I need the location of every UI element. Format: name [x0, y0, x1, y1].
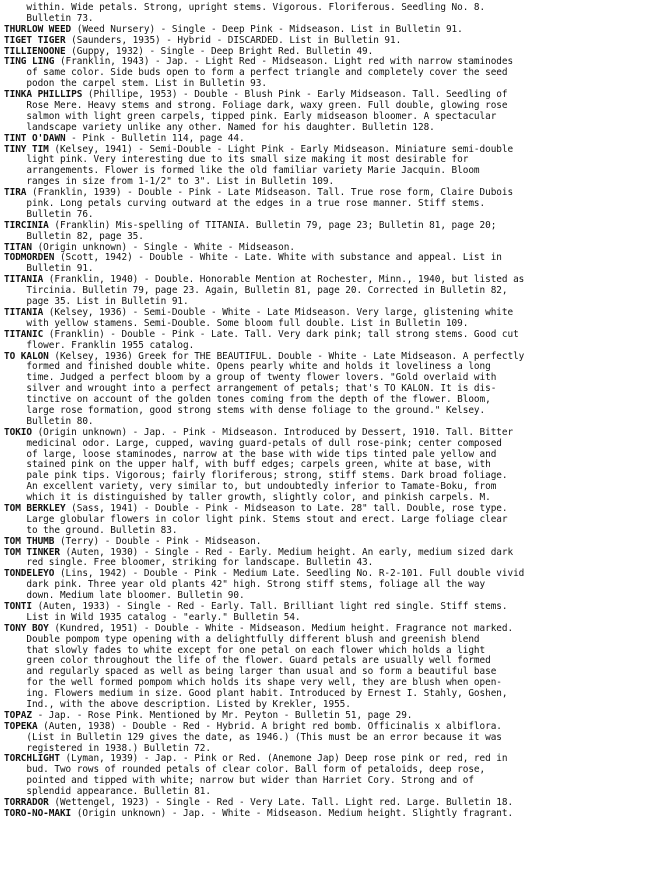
entry-line	[4, 253, 650, 264]
entry-text: time. Judged a perfect bloom by a group of twenty flower lovers. "Gold overlaid with	[26, 372, 497, 384]
entry-text: ing. Flowers medium in size. Good plant habit. Introduced by Ernest I. Stahly, Goshen,	[26, 688, 508, 700]
variety-name: TODMORDEN	[4, 252, 55, 264]
entry-text: green color throughout the life of the flower. Guard petals are usually well formed	[26, 655, 491, 667]
variety-name: TITAN	[4, 241, 32, 253]
entry-text: podon the carpel stem. List in Bulletin 93.	[26, 78, 267, 90]
entry-text: down. Medium late bloomer. Bulletin 90.	[26, 590, 245, 602]
entry-text: - Jap. - Rose Pink. Mentioned by Mr. Peyton - Bulletin 51, page 29.	[31, 709, 413, 721]
entry-text: (Kundred, 1951) - Double - White - Midseason. Medium height. Fragrance not marked.	[48, 622, 514, 634]
entry-text: flower. Franklin 1955 catalog.	[26, 339, 195, 351]
entry-text: registered in 1938.) Bulletin 72.	[26, 742, 212, 754]
entry-text: (Weed Nursery) - Single - Deep Pink - Midseason. List in Bulletin 91.	[71, 23, 463, 35]
variety-name: TOPAZ	[4, 709, 32, 721]
entry-text: arrangements. Flower is formed like the old familiar variety Marie Jacquin. Bloom	[26, 165, 480, 177]
variety-name: TORCHLIGHT	[4, 753, 60, 765]
variety-name: TING LING	[4, 56, 55, 68]
entry-text: Double pompom type opening with a delightfully different blush and greenish blend	[26, 633, 480, 645]
variety-name: TONTI	[4, 600, 32, 612]
entry-text: Bulletin 80.	[26, 415, 94, 427]
peony-entry	[4, 275, 650, 308]
variety-name: TITANIC	[4, 328, 44, 340]
entry-text: (Franklin) - Double - Pink - Late. Tall. Very dark pink; tall strong stems. Good cut	[43, 328, 519, 340]
entry-text: medicinal odor. Large, cupped, waving guard-petals of dull rose-pink; center composed	[26, 437, 502, 449]
entry-text: (Auten, 1930) - Single - Red - Early. Medium height. An early, medium sized dark	[59, 546, 514, 558]
entry-text: Bulletin 82, page 35.	[26, 230, 144, 242]
entry-text: (Lins, 1942) - Double - Pink - Medium Late. Seedling No. R-2-101. Full double vivid	[54, 568, 525, 580]
peony-entry	[4, 569, 650, 602]
entry-text: with yellow stamens. Semi-Double. Some bloom full double. List in Bulletin 109.	[26, 317, 469, 329]
entry-text: (Lyman, 1939) - Jap. - Pink or Red. (Anemone Jap) Deep rose pink or red, red in	[59, 753, 508, 765]
variety-name: TOM BERKLEY	[4, 502, 66, 514]
entry-text: Bulletin 76.	[26, 208, 94, 220]
peony-entry	[4, 145, 650, 189]
entry-text: (Origin unknown) - Single - White - Midseason.	[31, 241, 295, 253]
entry-text: and regularly spaced as well as being larger than usual and so form a beautiful base	[26, 666, 497, 678]
entry-text: salmon with light green carpels, tipped pink. Early midseason bloomer. A spectacular	[26, 110, 497, 122]
entry-text: stained pink on the upper half, with buff edges; carpels green, white at base, with	[26, 459, 491, 471]
peony-entry	[4, 330, 650, 352]
peony-entry	[4, 352, 650, 428]
variety-name: TORO-NO-MAKI	[4, 807, 72, 819]
peony-entry	[4, 57, 650, 90]
variety-name: TINT O'DAWN	[4, 132, 66, 144]
variety-name: TIGET TIGER	[4, 34, 66, 46]
entry-text: of same color. Side buds open to form a perfect triangle and completely cover the seed	[26, 67, 508, 79]
entry-text: - Pink - Bulletin 114, page 44.	[65, 132, 245, 144]
entry-text: (Scott, 1942) - Double - White - Late. White with substance and appeal. List in	[54, 252, 502, 264]
entry-text: formed and finished double white. Opens pearly white and holds it loveliness a long	[26, 361, 491, 373]
variety-name: TONY BOY	[4, 622, 49, 634]
entry-text: to the ground. Bulletin 83.	[26, 524, 178, 536]
variety-name: TONDELEYO	[4, 568, 55, 580]
entry-text: ranges in size from 1-1/2" to 3". List in Bulletin 109.	[26, 176, 335, 188]
variety-name: TOPEKA	[4, 720, 38, 732]
variety-name: TO KALON	[4, 350, 49, 362]
peony-entry	[4, 722, 650, 755]
variety-name: TOM TINKER	[4, 546, 60, 558]
entry-text: (Origin unknown) - Jap. - White - Midseason. Medium height. Slightly fragrant.	[71, 807, 514, 819]
variety-name: TIRCINIA	[4, 219, 49, 231]
entry-text: (Guppy, 1932) - Single - Deep Bright Red. Bulletin 49.	[65, 45, 374, 57]
peony-entry	[4, 3, 650, 25]
entry-line	[4, 3, 650, 14]
entry-text: (Franklin, 1943) - Jap. - Light Red - Midseason. Light red with narrow staminodes	[54, 56, 514, 68]
variety-name: TITANIA	[4, 306, 44, 318]
variety-name: TITANIA	[4, 274, 44, 286]
entry-text: An excellent variety, very similar to, but undoubtedly inferior to Tamate-Boku, from	[26, 481, 497, 493]
entry-text: (Terry) - Double - Pink - Midseason.	[54, 535, 262, 547]
entry-text: Large globular flowers in color light pink. Stems stout and erect. Large foliage clear	[26, 513, 508, 525]
entry-text: (Kelsey, 1936) - Semi-Double - White - Late Midseason. Very large, glistening white	[43, 306, 514, 318]
entry-text: (Franklin, 1940) - Double. Honorable Mention at Rochester, Minn., 1940, but listed as	[43, 274, 525, 286]
entry-text: Rose Mere. Heavy stems and strong. Foliage dark, waxy green. Full double, glowing rose	[26, 100, 508, 112]
peony-entry	[4, 308, 650, 330]
peony-entry	[4, 754, 650, 798]
entry-line	[4, 199, 650, 210]
entry-text: (Wettengel, 1923) - Single - Red - Very Late. Tall. Light red. Large. Bulletin 18.	[48, 797, 514, 809]
peony-entry	[4, 809, 650, 820]
variety-name: TILLIENOONE	[4, 45, 66, 57]
entry-text: page 35. List in Bulletin 91.	[26, 296, 189, 308]
peony-entry	[4, 253, 650, 275]
entry-text: (Kelsey, 1941) - Semi-Double - Light Pink - Early Midseason. Miniature semi-double	[48, 143, 514, 155]
entry-text: splendid appearance. Bulletin 81.	[26, 786, 212, 798]
variety-name: TINY TIM	[4, 143, 49, 155]
variety-name: THURLOW WEED	[4, 23, 72, 35]
entry-text: of large, loose staminodes, narrow at the base with wide tips tinted pale yellow and	[26, 448, 497, 460]
entry-text: (Franklin) Mis-spelling of TITANIA. Bulletin 79, page 23; Bulletin 81, page 20;	[48, 219, 497, 231]
entry-text: large rose formation, good strong stems with dense foliage to the ground." Kelsey.	[26, 404, 486, 416]
entry-line	[4, 406, 650, 417]
entry-text: List in Wild 1935 catalog - "early." Bulletin 54.	[26, 611, 301, 623]
peony-entry	[4, 188, 650, 221]
entry-text: (Phillipe, 1953) - Double - Blush Pink - Early Midseason. Tall. Seedling of	[82, 89, 508, 101]
entry-text: Bulletin 91.	[26, 263, 94, 275]
entry-text: (List in Bulletin 129 gives the date, as 1946.) (This must be an error because it was	[26, 731, 502, 743]
entry-text: silver and wrought into a perfect arrangement of petals; that's TO KALON. It is dis-	[26, 383, 497, 395]
entry-text: pale pink tips. Vigorous; fairly floriferous; strong, stiff stems. Dark broad foliage.	[26, 470, 508, 482]
peony-entry	[4, 90, 650, 134]
peony-entry	[4, 221, 650, 243]
entry-text: red single. Free bloomer, striking for landscape. Bulletin 43.	[26, 557, 374, 569]
variety-name: TINKA PHILLIPS	[4, 89, 83, 101]
entry-text: pointed and tipped with white; narrow but wider than Harriet Cory. Strong and of	[26, 775, 474, 787]
entry-text: light pink. Very interesting due to its small size making it most desirable for	[26, 154, 469, 166]
entry-text: (Saunders, 1935) - Hybrid - DISCARDED. List in Bulletin 91.	[65, 34, 402, 46]
entry-text: for the well formed pompom which holds its shape very well, they are blush when open-	[26, 677, 502, 689]
variety-name: TORRADOR	[4, 797, 49, 809]
peony-entry	[4, 428, 650, 504]
entry-text: (Franklin, 1939) - Double - Pink - Late Midseason. Tall. True rose form, Claire Dubois	[26, 187, 514, 199]
entry-text: (Auten, 1933) - Single - Red - Early. Tall. Brilliant light red single. Stiff stems.	[31, 600, 508, 612]
entry-text: (Kelsey, 1936) Greek for THE BEAUTIFUL. Double - White - Late Midseason. A perfectly	[48, 350, 525, 362]
entry-line	[4, 809, 650, 820]
entry-text: (Sass, 1941) - Double - Pink - Midseason to Late. 28" tall. Double, rose type.	[65, 502, 508, 514]
variety-name: TOKIO	[4, 426, 32, 438]
entry-text: within. Wide petals. Strong, upright stems. Vigorous. Floriferous. Seedling No. 8.	[26, 2, 486, 13]
entry-text: (Auten, 1938) - Double - Red - Hybrid. A bright red bomb. Officinalis x albiflora.	[37, 720, 502, 732]
entry-text: tinctive on account of the golden tones coming from the depth of the flower. Bloom,	[26, 394, 491, 406]
entry-text: that slowly fades to white except for one petal on each flower which holds a light	[26, 644, 486, 656]
peony-entry	[4, 602, 650, 624]
variety-name: TIRA	[4, 187, 27, 199]
entry-text: bud. Two rows of rounded petals of clear color. Ball form of petaloids, deep rose,	[26, 764, 486, 776]
entry-text: landscape variety unlike any other. Named for his daughter. Bulletin 128.	[26, 121, 435, 133]
entry-text: Tircinia. Bulletin 79, page 23. Again, Bulletin 81, page 20. Corrected in Bulletin 82,	[26, 285, 508, 297]
peony-entry	[4, 624, 650, 711]
peony-entry	[4, 504, 650, 537]
entry-text: (Origin unknown) - Jap. - Pink - Midseason. Introduced by Dessert, 1910. Tall. Bitter	[31, 426, 514, 438]
peony-entry	[4, 548, 650, 570]
variety-name: TOM THUMB	[4, 535, 55, 547]
entry-text: Ind., with the above description. Listed by Krekler, 1955.	[26, 699, 351, 710]
entry-text: Bulletin 73.	[26, 12, 94, 24]
entry-text: dark pink. Three year old plants 42" high. Strong stiff stems, foliage all the way	[26, 579, 486, 591]
entry-text: pink. Long petals curving outward at the edges in a true rose manner. Stiff stems.	[26, 198, 486, 210]
entry-text: which it is distinguished by taller growth, slightly color, and pinkish carpels. M.	[26, 492, 491, 504]
